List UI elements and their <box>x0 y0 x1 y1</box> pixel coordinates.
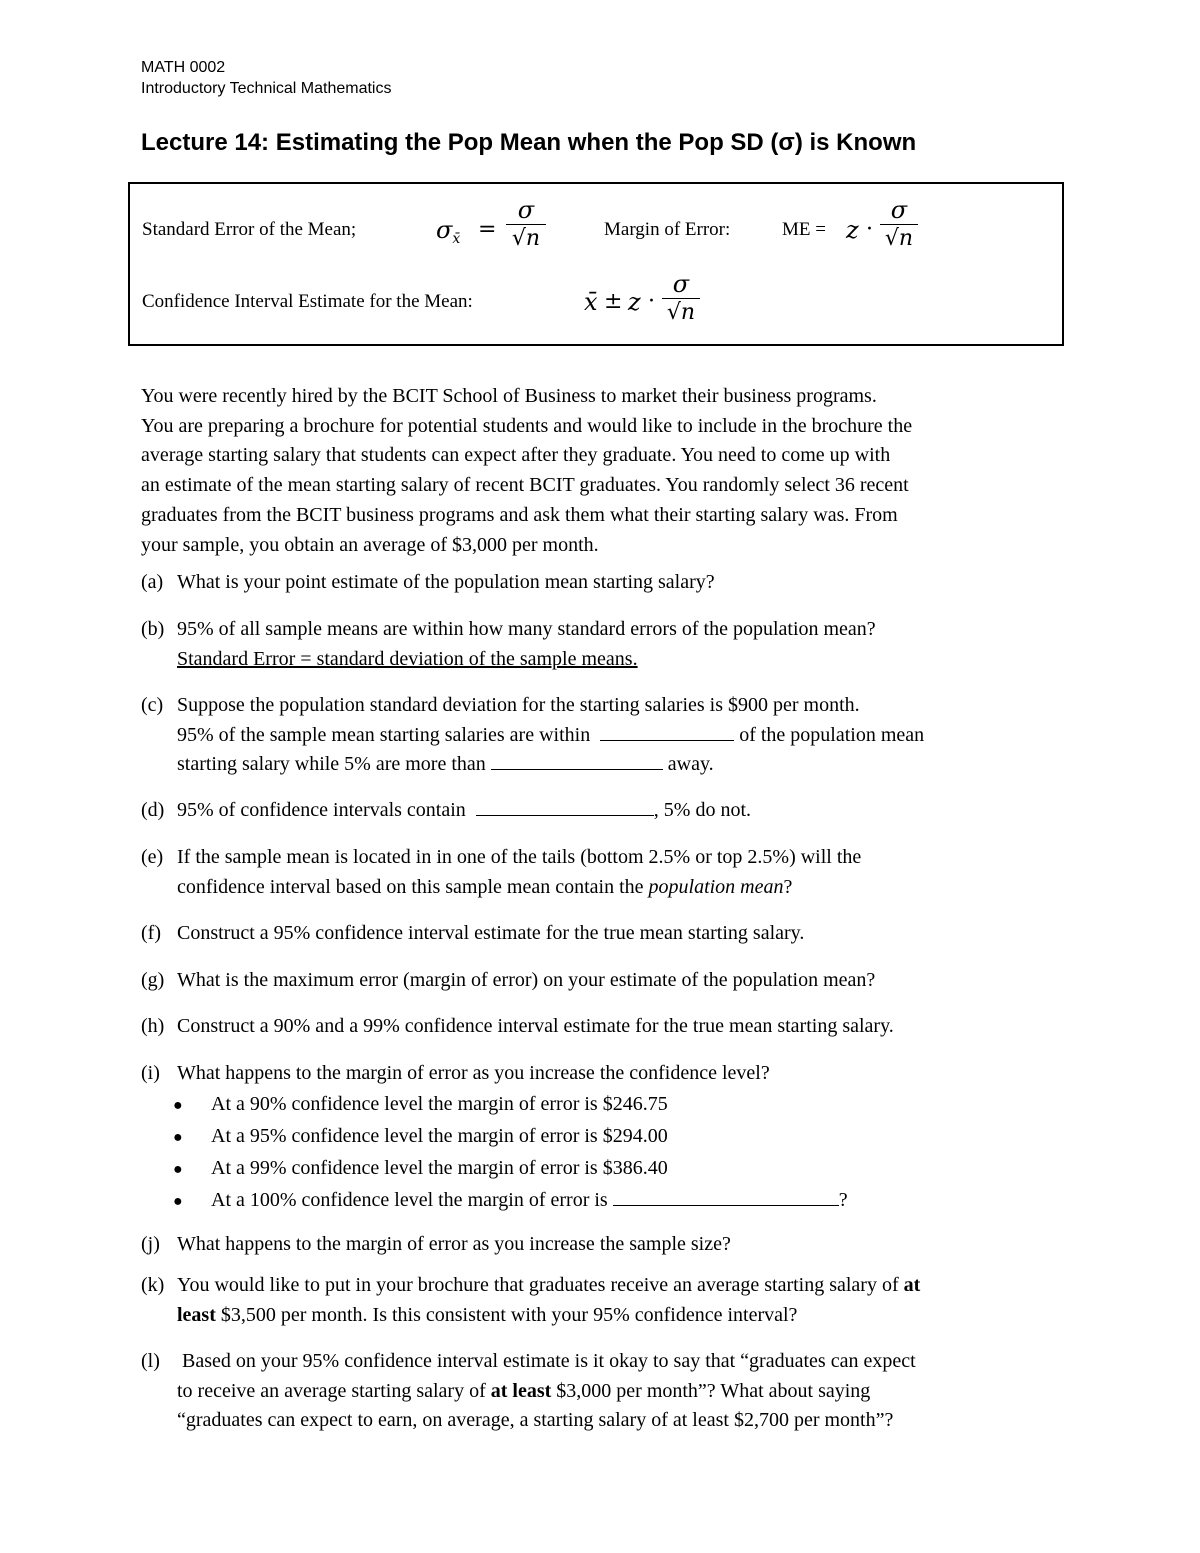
me-z: z <box>846 216 859 244</box>
question-tag: (a) <box>141 571 164 593</box>
answer-blank[interactable] <box>476 797 654 816</box>
question-l: (l) Based on your 95% confidence interval estimate is it okay to say that “graduates can expect to receive an average starting salary of at least $3,000 per month”? What about saying “graduates can expect to earn, on average, a starting salary of at least $2,700 per month”? <box>141 1347 916 1436</box>
question-text: 95% of all sample means are within how many standard errors of the population mean? <box>177 618 876 640</box>
bullet-icon: ● <box>173 1097 183 1114</box>
question-h <box>141 1012 894 1042</box>
bullet-icon: ● <box>173 1193 183 1210</box>
ci-z: z <box>628 288 641 316</box>
me-dot: · <box>866 217 873 242</box>
question-i <box>141 1059 770 1089</box>
intro-paragraph <box>141 382 1081 560</box>
question-tag: (j) <box>141 1233 160 1255</box>
intro-line: average starting salary that students can expect after they graduate. You need to come up with <box>141 444 891 467</box>
me-denominator: √n <box>884 226 914 251</box>
me-numerator: σ <box>890 196 908 224</box>
question-tag: (f) <box>141 922 161 944</box>
question-a <box>141 568 715 598</box>
question-text: What is the maximum error (margin of error) on your estimate of the population mean? <box>177 969 876 991</box>
question-tag: (b) <box>141 618 165 640</box>
list-item: ● At a 99% confidence level the margin of error is $386.40 <box>173 1153 848 1185</box>
course-name: Introductory Technical Mathematics <box>141 80 392 97</box>
bullet-icon: ● <box>173 1161 183 1178</box>
question-tag: (l) <box>141 1350 160 1372</box>
se-numerator: σ <box>517 196 535 224</box>
answer-blank[interactable] <box>600 722 734 741</box>
ci-denominator: √n <box>666 300 696 325</box>
question-g <box>141 966 875 996</box>
intro-line: graduates from the BCIT business programs and ask them what their starting salary was. From <box>141 503 898 526</box>
question-tag: (h) <box>141 1015 165 1037</box>
question-text: Suppose the population standard deviation for the starting salaries is $900 per month. <box>177 694 860 716</box>
question-d: (d) 95% of confidence intervals contain , 5% do not. <box>141 796 751 826</box>
question-j <box>141 1230 731 1260</box>
list-item: ● At a 95% confidence level the margin of error is $294.00 <box>173 1121 848 1153</box>
margin-of-error-list <box>173 1089 848 1217</box>
course-code: MATH 0002 <box>141 59 226 76</box>
question-text: What happens to the margin of error as you increase the confidence level? <box>177 1062 770 1084</box>
question-text: What is your point estimate of the population mean starting salary? <box>177 571 715 593</box>
se-equals: = <box>478 217 497 242</box>
standard-error-note: Standard Error = standard deviation of the sample means. <box>177 647 638 670</box>
question-tag: (d) <box>141 799 165 821</box>
question-k: (k) You would like to put in your brochure that graduates receive an average starting salary of at least $3,500 per month. Is this consistent with your 95% confidence interval? <box>141 1271 920 1330</box>
formula-box <box>128 182 1064 346</box>
se-label: Standard Error of the Mean; <box>142 219 357 240</box>
question-text: Construct a 90% and a 99% confidence interval estimate for the true mean starting salary. <box>177 1015 894 1037</box>
ci-xbar: x̄ <box>584 288 598 316</box>
intro-line: You were recently hired by the BCIT School of Business to market their business programs. <box>141 385 877 407</box>
intro-line: an estimate of the mean starting salary of recent BCIT graduates. You randomly select 36 recent <box>141 474 909 497</box>
se-denominator: √n <box>511 226 541 251</box>
question-tag: (g) <box>141 969 165 991</box>
me-lhs: ME = <box>782 219 826 240</box>
question-f <box>141 919 804 949</box>
ci-fraction <box>662 270 700 326</box>
question-b <box>141 615 876 674</box>
question-c: (c) Suppose the population standard deviation for the starting salaries is $900 per month. 95% of the sample mean starting salaries are within of the population mean starting salary while 5% are more than away. <box>141 691 924 780</box>
question-tag: (k) <box>141 1274 165 1296</box>
question-text: Construct a 95% confidence interval estimate for the true mean starting salary. <box>177 922 805 944</box>
bullet-icon: ● <box>173 1129 183 1146</box>
ci-dot: · <box>648 289 655 314</box>
question-tag: (e) <box>141 846 164 868</box>
lecture-title: Lecture 14: Estimating the Pop Mean when the Pop SD (σ) is Known <box>141 129 917 156</box>
se-xbar-subscript: x̄ <box>452 231 461 247</box>
me-fraction <box>880 196 918 252</box>
question-tag: (i) <box>141 1062 160 1084</box>
se-fraction <box>506 196 546 252</box>
question-e: (e) If the sample mean is located in in one of the tails (bottom 2.5% or top 2.5%) will the confidence interval based on this sample mean contain the population mean? <box>141 843 861 902</box>
question-text: What happens to the margin of error as you increase the sample size? <box>177 1233 731 1255</box>
intro-line: You are preparing a brochure for potential students and would like to include in the brochure the <box>141 414 913 437</box>
se-sigma-xbar: $\sigma_{x̄}$ <box>436 216 461 247</box>
list-item: ● At a 100% confidence level the margin of error is ? <box>173 1185 848 1217</box>
ci-plus-minus: ± <box>604 289 623 314</box>
list-item: ● At a 90% confidence level the margin of error is $246.75 <box>173 1089 848 1121</box>
ci-numerator: σ <box>672 270 690 298</box>
intro-line: your sample, you obtain an average of $3,000 per month. <box>141 533 599 556</box>
me-label: Margin of Error: <box>604 219 731 240</box>
ci-label: Confidence Interval Estimate for the Mean: <box>142 291 473 312</box>
answer-blank[interactable] <box>613 1187 839 1206</box>
question-tag: (c) <box>141 694 164 716</box>
answer-blank[interactable] <box>491 751 663 770</box>
